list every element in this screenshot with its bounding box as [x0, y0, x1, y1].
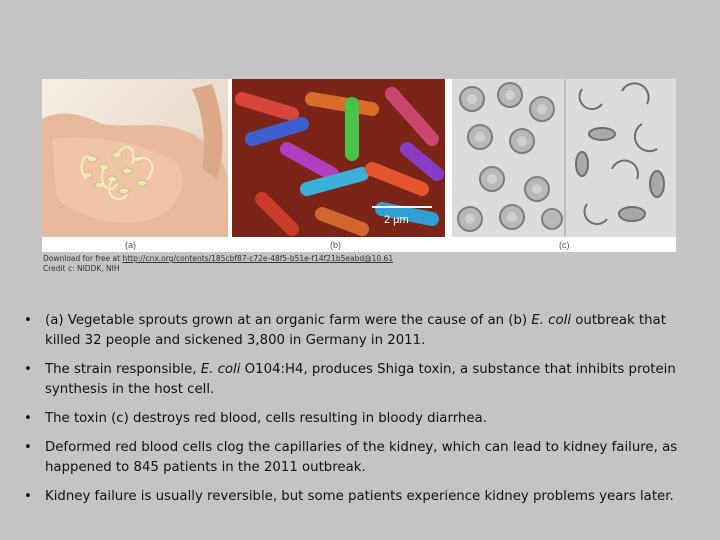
panel-label-c: (c): [559, 240, 570, 250]
bullet-item: • (a) Vegetable sprouts grown at an organic farm were the cause of an (b) E. coli outbreak that killed 32 people and sickened 3,800 in Germany in 2011.: [24, 311, 704, 351]
download-text: Download for free at: [43, 254, 121, 263]
credit-line: Credit c: NIDDK, NIH: [43, 264, 120, 273]
figure: [42, 79, 676, 252]
scale-bar-label: 2 μm: [384, 214, 409, 226]
red-blood-cells-micrograph: [452, 79, 676, 237]
bullet-list: [24, 311, 704, 516]
sprouts-photo: [42, 79, 228, 237]
credit: [43, 254, 393, 274]
bullet-item: • Kidney failure is usually reversible, but some patients experience kidney problems years later.: [24, 487, 704, 507]
source-link[interactable]: http://cnx.org/contents/185cbf87-c72e-48f5-b51e-f14f21b5eabd@10.61: [122, 254, 394, 263]
bullet-item: • The strain responsible, E. coli O104:H4, produces Shiga toxin, a substance that inhibits protein synthesis in the host cell.: [24, 360, 704, 400]
bullet-item: • The toxin (c) destroys red blood, cells resulting in bloody diarrhea.: [24, 409, 704, 429]
bullet-item: • Deformed red blood cells clog the capillaries of the kidney, which can lead to kidney failure, as happened to 845 patients in the 2011 outbreak.: [24, 438, 704, 478]
panel-label-a: (a): [125, 240, 136, 250]
panel-label-b: (b): [330, 240, 341, 250]
ecoli-micrograph: [232, 79, 445, 237]
